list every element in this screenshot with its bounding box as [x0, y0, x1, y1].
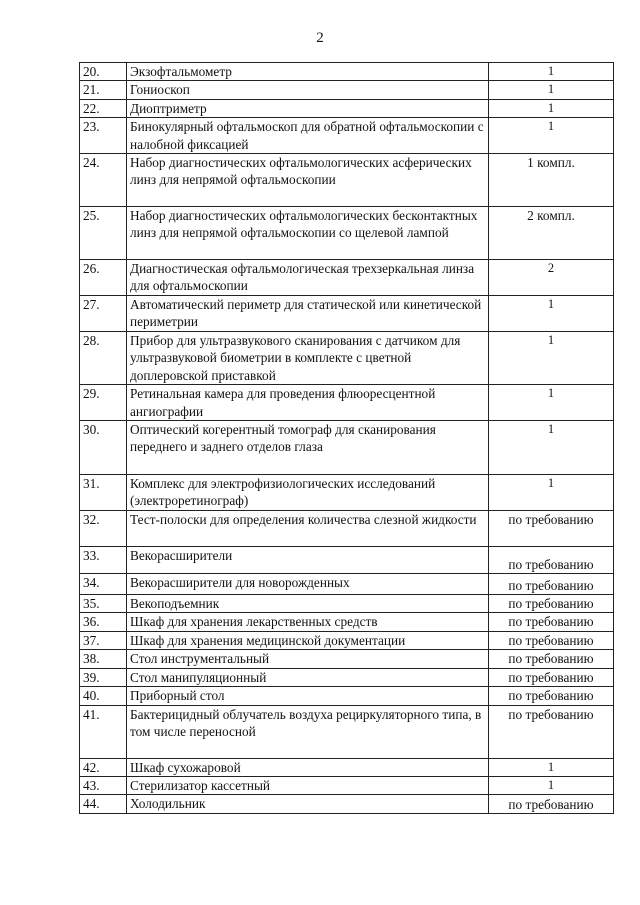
- item-name: Холодильник: [127, 795, 489, 814]
- item-name: Бинокулярный офтальмоскоп для обратной офтальмоскопии с налобной фиксацией: [127, 118, 489, 154]
- item-quantity: по требованию: [489, 631, 614, 649]
- item-quantity: 1: [489, 118, 614, 154]
- item-quantity: по требованию: [489, 687, 614, 705]
- item-quantity: 1: [489, 99, 614, 117]
- item-name: Шкаф для хранения медицинской документации: [127, 631, 489, 649]
- row-number: 24.: [80, 154, 127, 207]
- row-number: 34.: [80, 574, 127, 595]
- table-row: [80, 687, 614, 705]
- row-number: 35.: [80, 595, 127, 613]
- item-quantity: 2: [489, 260, 614, 296]
- item-quantity: по требованию: [489, 595, 614, 613]
- table-row: [80, 547, 614, 574]
- table-row: [80, 705, 614, 758]
- item-name: Векорасширители для новорожденных: [127, 574, 489, 595]
- table-row: [80, 475, 614, 511]
- item-quantity: по требованию: [489, 668, 614, 686]
- table-row: [80, 81, 614, 99]
- item-name: Набор диагностических офтальмологических бесконтактных линз для непрямой офтальмоскопии со щелевой лампой: [127, 207, 489, 260]
- table-row: [80, 63, 614, 81]
- item-name: Векорасширители: [127, 547, 489, 574]
- item-name: Приборный стол: [127, 687, 489, 705]
- item-name: Комплекс для электрофизиологических исследований (электроретинограф): [127, 475, 489, 511]
- item-name: Векоподъемник: [127, 595, 489, 613]
- table-row: [80, 631, 614, 649]
- row-number: 41.: [80, 705, 127, 758]
- item-quantity: 1: [489, 475, 614, 511]
- item-quantity: 1: [489, 776, 614, 794]
- table-row: [80, 385, 614, 421]
- row-number: 23.: [80, 118, 127, 154]
- item-quantity: по требованию: [489, 547, 614, 574]
- table-row: [80, 332, 614, 385]
- equipment-table: [79, 62, 614, 814]
- row-number: 27.: [80, 296, 127, 332]
- table-row: [80, 118, 614, 154]
- row-number: 29.: [80, 385, 127, 421]
- item-quantity: 1: [489, 332, 614, 385]
- row-number: 31.: [80, 475, 127, 511]
- page-number: 2: [316, 30, 324, 46]
- row-number: 38.: [80, 650, 127, 668]
- row-number: 37.: [80, 631, 127, 649]
- table-row: [80, 421, 614, 475]
- row-number: 28.: [80, 332, 127, 385]
- item-quantity: по требованию: [489, 795, 614, 814]
- item-name: Шкаф для хранения лекарственных средств: [127, 613, 489, 631]
- item-quantity: 1: [489, 421, 614, 475]
- item-name: Экзофтальмометр: [127, 63, 489, 81]
- table-row: [80, 758, 614, 776]
- row-number: 43.: [80, 776, 127, 794]
- item-quantity: 1: [489, 758, 614, 776]
- item-quantity: по требованию: [489, 613, 614, 631]
- item-quantity: по требованию: [489, 650, 614, 668]
- table-row: [80, 650, 614, 668]
- row-number: 30.: [80, 421, 127, 475]
- table-row: [80, 613, 614, 631]
- item-quantity: 1: [489, 296, 614, 332]
- row-number: 22.: [80, 99, 127, 117]
- row-number: 26.: [80, 260, 127, 296]
- item-quantity: по требованию: [489, 574, 614, 595]
- table-row: [80, 511, 614, 547]
- item-name: Автоматический периметр для статической или кинетической периметрии: [127, 296, 489, 332]
- item-name: Гониоскоп: [127, 81, 489, 99]
- item-name: Оптический когерентный томограф для сканирования переднего и заднего отделов глаза: [127, 421, 489, 475]
- table-row: [80, 668, 614, 686]
- table-row: [80, 776, 614, 794]
- item-quantity: 1: [489, 63, 614, 81]
- table-row: [80, 574, 614, 595]
- item-quantity: 2 компл.: [489, 207, 614, 260]
- row-number: 21.: [80, 81, 127, 99]
- item-name: Диагностическая офтальмологическая трехзеркальная линза для офтальмоскопии: [127, 260, 489, 296]
- item-name: Бактерицидный облучатель воздуха рециркуляторного типа, в том числе переносной: [127, 705, 489, 758]
- row-number: 20.: [80, 63, 127, 81]
- item-quantity: по требованию: [489, 705, 614, 758]
- item-name: Стол инструментальный: [127, 650, 489, 668]
- row-number: 33.: [80, 547, 127, 574]
- table-row: [80, 154, 614, 207]
- item-quantity: 1 компл.: [489, 154, 614, 207]
- item-name: Шкаф сухожаровой: [127, 758, 489, 776]
- row-number: 32.: [80, 511, 127, 547]
- table-row: [80, 296, 614, 332]
- row-number: 36.: [80, 613, 127, 631]
- row-number: 44.: [80, 795, 127, 814]
- item-quantity: 1: [489, 81, 614, 99]
- item-name: Набор диагностических офтальмологических асферических линз для непрямой офтальмоскопии: [127, 154, 489, 207]
- item-name: Ретинальная камера для проведения флюоресцентной ангиографии: [127, 385, 489, 421]
- table-row: [80, 260, 614, 296]
- table-row: [80, 795, 614, 814]
- table-row: [80, 99, 614, 117]
- item-name: Тест-полоски для определения количества слезной жидкости: [127, 511, 489, 547]
- item-name: Стол манипуляционный: [127, 668, 489, 686]
- item-quantity: по требованию: [489, 511, 614, 547]
- row-number: 40.: [80, 687, 127, 705]
- item-quantity: 1: [489, 385, 614, 421]
- row-number: 39.: [80, 668, 127, 686]
- item-name: Прибор для ультразвукового сканирования с датчиком для ультразвуковой биометрии в комплекте с цветной доплеровской приставкой: [127, 332, 489, 385]
- item-name: Диоптриметр: [127, 99, 489, 117]
- item-name: Стерилизатор кассетный: [127, 776, 489, 794]
- table-row: [80, 207, 614, 260]
- row-number: 25.: [80, 207, 127, 260]
- table-row: [80, 595, 614, 613]
- row-number: 42.: [80, 758, 127, 776]
